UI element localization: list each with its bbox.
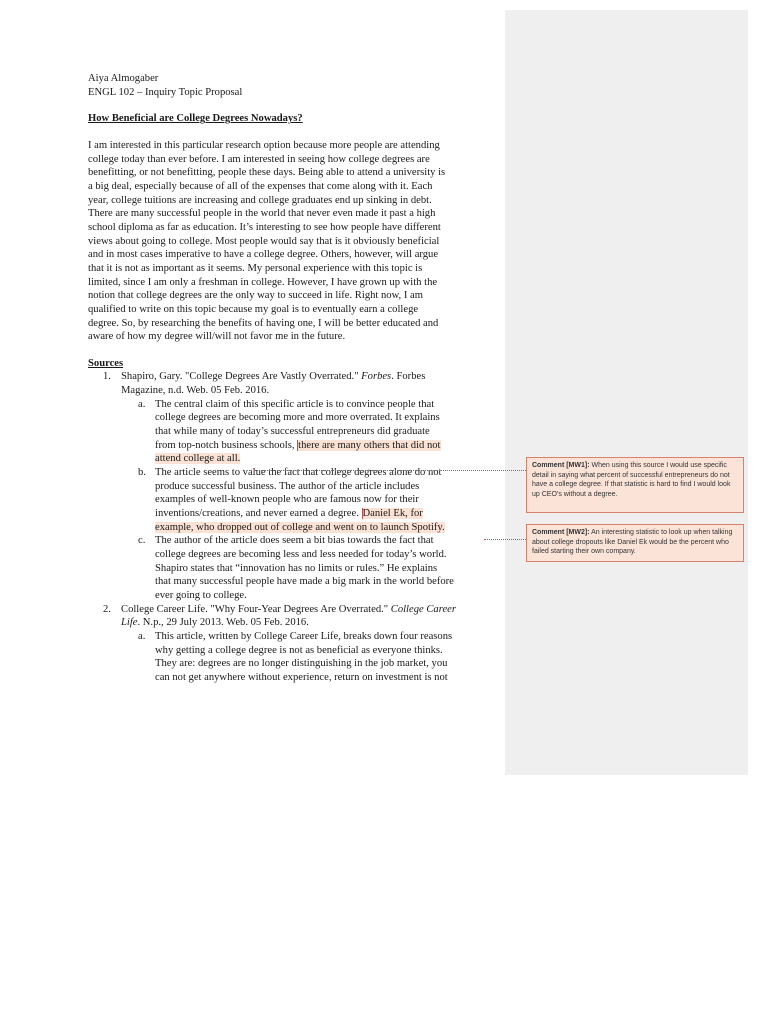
sub-item-line: why getting a college degree is not as beneficial as everyone thinks. (155, 644, 443, 656)
sub-item-b (88, 466, 500, 534)
list-marker: 1. (103, 371, 111, 383)
comment-label: Comment [MW1]: (532, 462, 590, 469)
sub-item-line (88, 452, 500, 466)
intro-line: notion that college degrees are the only way to succeed in life. Right now, I am (88, 290, 423, 302)
sub-item-line: that many successful people have made a big mark in the world before (155, 576, 454, 588)
citation-line (88, 616, 500, 630)
sub-item-line: college degrees are becoming more and more overrated. It explains (155, 412, 440, 424)
citation-italic: Life (121, 617, 138, 629)
sub-item-line: Shapiro states that “innovation has no limits or rules.” He explains (155, 562, 438, 574)
intro-line: I am interested in this particular research option because more people are attending (88, 139, 440, 151)
comment-margin-pane (505, 10, 748, 775)
list-marker: a. (138, 398, 146, 410)
sub-item-line: The author of the article does seem a bit bias towards the fact that (155, 535, 434, 547)
intro-line: that it is not as important as it seems. My personal experience with this topic is (88, 262, 423, 274)
sub-item-line: produce successful business. The author of the article includes (155, 480, 420, 492)
sub-item-line (88, 521, 500, 535)
sub-item-line: The central claim of this specific article is to convince people that (155, 398, 435, 410)
sub-item-a (88, 630, 500, 685)
comment-text: An interesting statistic to look up when talking about college dropouts like Daniel Ek would be the percent who failed starting their own company. (532, 529, 733, 556)
source-item-2 (88, 603, 500, 685)
source-citation (88, 370, 500, 384)
intro-line: college today than ever before. I am interested in seeing how college degrees are (88, 153, 430, 165)
comment-leader-line (254, 470, 526, 471)
source-citation (88, 603, 500, 617)
intro-line: views about going to college. Most people would say that is it obviously beneficial (88, 235, 440, 247)
comment-highlight-mw2[interactable]: example, who dropped out of college and went on to launch Spotify. (155, 521, 445, 533)
sub-item-line: This article, written by College Career Life, breaks down four reasons (155, 630, 453, 642)
intro-line: degree. So, by researching the benefits of having one, I will be better educated and (88, 317, 439, 329)
sub-item-line: that while many of today’s successful entrepreneurs did graduate (155, 426, 430, 438)
plain-text: inventions/creations, and never earned a degree. (155, 508, 362, 520)
document-body (88, 72, 500, 685)
sub-item-line: college degrees are becoming less and less needed for today’s world. (155, 549, 447, 560)
comment-highlight-mw2[interactable]: Daniel Ek, for (362, 508, 423, 520)
author-name: Aiya Almogaber (88, 73, 159, 84)
sources-heading: Sources (88, 357, 124, 369)
list-marker: c. (138, 535, 146, 547)
comment-balloon-mw1[interactable] (526, 457, 744, 513)
comment-balloon-mw2[interactable] (526, 524, 744, 562)
list-marker: a. (138, 630, 146, 642)
intro-line: qualified to write on this topic because my goal is to eventually earn a college (88, 303, 419, 315)
comment-highlight-mw1[interactable]: there are many others that did not (298, 439, 441, 451)
sub-item-line: They are: degrees are no longer distinguishing in the job market, you (155, 658, 448, 670)
sub-item-line (88, 439, 500, 453)
citation-italic: College Career (390, 603, 456, 615)
citation-line: Magazine, n.d. Web. 05 Feb. 2016. (121, 385, 270, 397)
citation-text: . N.p., 29 July 2013. Web. 05 Feb. 2016. (137, 617, 309, 629)
sub-item-line (88, 507, 500, 521)
intro-line: and in most cases imperative to have a college degree. Others, however, will argue (88, 249, 439, 261)
intro-line: year, college tuitions are increasing and college graduates end up sinking in debt. (88, 194, 432, 206)
plain-text: from top-notch business schools, (155, 439, 298, 451)
intro-line: limited, since I am only a freshman in college. However, I have grown up with the (88, 276, 438, 288)
comment-leader-line (484, 539, 526, 540)
sub-item-line: ever going to college. (155, 589, 247, 601)
list-marker: 2. (103, 603, 111, 615)
citation-text: . Forbes (391, 371, 426, 383)
intro-paragraph (88, 139, 500, 344)
comment-label: Comment [MW2]: (532, 529, 590, 536)
document-title: How Beneficial are College Degrees Nowadays? (88, 113, 303, 125)
sub-item-a (88, 398, 500, 466)
intro-line: a big deal, especially because of all of the expenses that come along with it. Each (88, 180, 433, 192)
citation-text: Shapiro, Gary. "College Degrees Are Vastly Overrated." (121, 371, 362, 383)
source-item-1 (88, 370, 500, 602)
intro-line: There are many successful people in the world that never even made it past a high (88, 208, 436, 220)
sub-item-line: The article seems to value the fact that college degrees alone do not (155, 467, 442, 479)
sub-item-line: examples of well-known people who are famous now for their (155, 494, 419, 506)
course-line: ENGL 102 – Inquiry Topic Proposal (88, 86, 243, 98)
citation-text: College Career Life. "Why Four-Year Degrees Are Overrated." (121, 603, 391, 615)
list-marker: b. (138, 467, 146, 479)
sub-item-line: can not get anywhere without experience, return on investment is not (155, 671, 448, 683)
intro-line: aware of how my degree will/will not favor me in the future. (88, 331, 346, 343)
sub-item-c (88, 534, 500, 602)
comment-text: When using this source I would use specific detail in saying what percent of successful entrepreneurs do not have a college degree. If that statistic is hard to find I would look up CEO’s without a degree. (532, 462, 731, 498)
intro-line: school diploma as far as education. It’s interesting to see how people have different (88, 221, 441, 233)
citation-italic: Forbes (361, 371, 392, 383)
intro-line: benefitting, or not benefitting, people these days. Being able to attend a university is (88, 167, 446, 179)
comment-highlight-mw1[interactable]: attend college at all. (155, 453, 241, 465)
